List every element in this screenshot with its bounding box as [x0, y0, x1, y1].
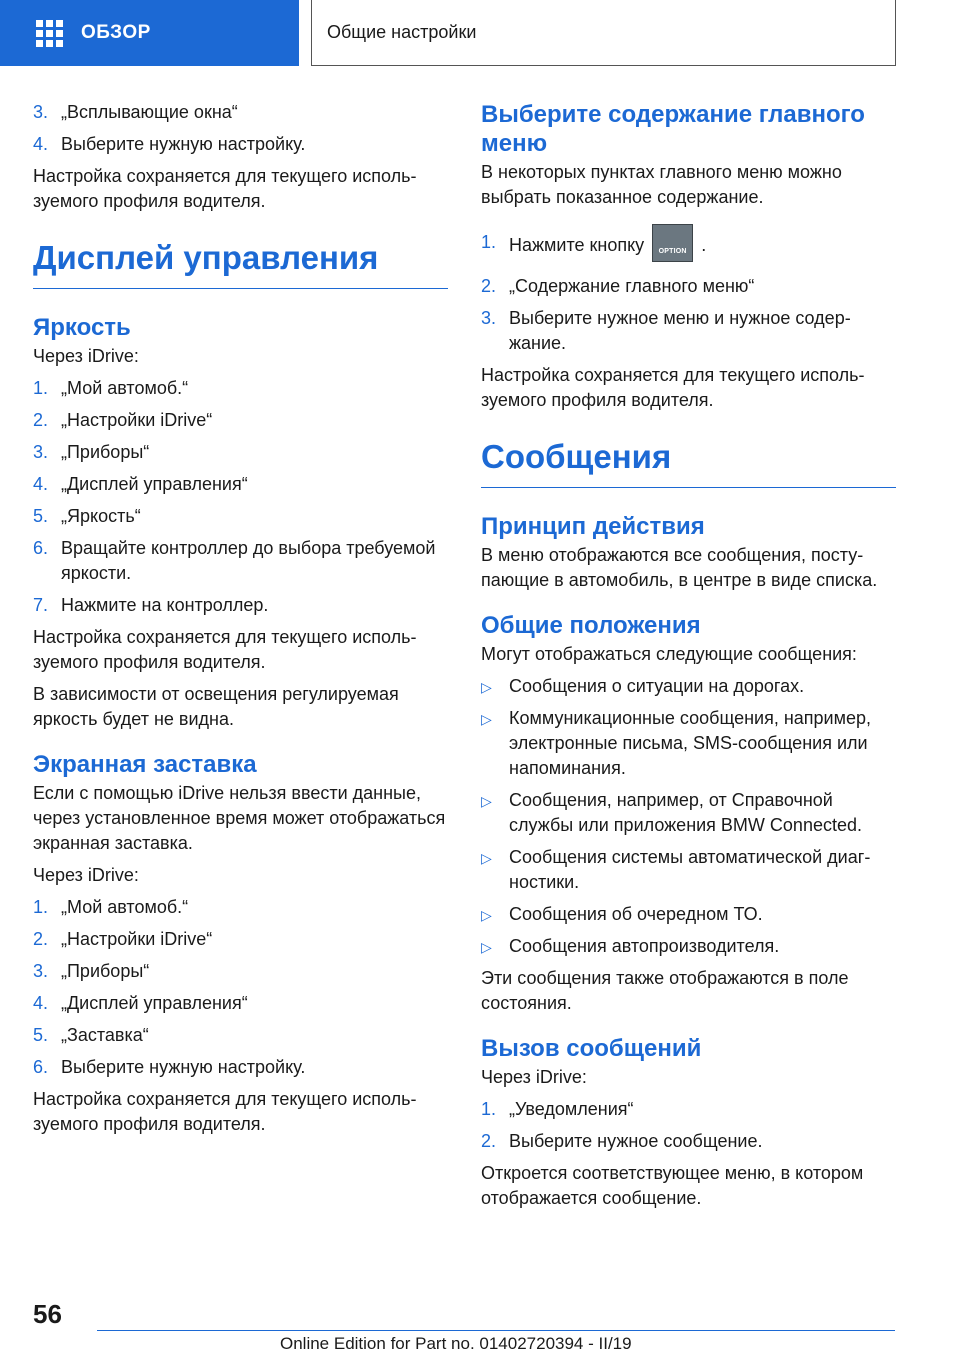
menu-content-note: Настройка сохраняется для текущего используемого профиля водителя. [481, 365, 865, 410]
list-item: 3. „Приборы“ [33, 961, 150, 981]
list-item: ▷ Сообщения автопроизводителя. [481, 934, 896, 959]
list-item: 4. „Дисплей управления“ [33, 474, 248, 494]
list-item: ▷ Сообщения, например, от Справочной службы или приложения BMW Connected. [481, 790, 862, 835]
list-item: ▷ Сообщения системы автоматической диагностики. [481, 847, 871, 892]
screensaver-desc: Если с помощью iDrive нельзя ввести данные, через установленное время может отображаться экранная заставка. [33, 783, 446, 853]
section-title-display: Дисплей управления [33, 238, 448, 289]
list-item: 1. „Уведомления“ [481, 1099, 634, 1119]
list-item: 2. „Настройки iDrive“ [33, 410, 213, 430]
chapter-title-box [311, 0, 896, 66]
menu-content-desc: В некоторых пунктах главного меню можно выбрать показанное содержание. [481, 162, 842, 207]
triangle-bullet-icon: ▷ [481, 907, 492, 923]
footer-divider [97, 1330, 895, 1331]
brightness-note: Настройка сохраняется для текущего используемого профиля водителя. [33, 627, 417, 672]
screensaver-via: Через iDrive: [33, 865, 139, 885]
list-item: 2. „Содержание главного меню“ [481, 276, 755, 296]
list-item: 3. Выберите нужное меню и нужное содержание. [481, 308, 851, 353]
list-item: ▷ Сообщения об очередном ТО. [481, 902, 896, 927]
page-number: 56 [33, 1299, 62, 1329]
list-item: 4. Выберите нужную настройку. [33, 134, 306, 154]
page-header [0, 0, 960, 66]
general-title: Общие положения [481, 612, 701, 639]
call-messages-title: Вызов сообщений [481, 1035, 702, 1062]
overview-tab-label: ОБЗОР [81, 22, 151, 43]
message-types-list [481, 674, 896, 959]
overview-tab[interactable] [0, 0, 299, 66]
brightness-note-visibility: В зависимости от освещения регулируемая яркость будет не видна. [33, 684, 399, 729]
call-messages-via: Через iDrive: [481, 1067, 587, 1087]
call-messages-steps [481, 1097, 896, 1154]
general-desc: Могут отображаться следующие сообщения: [481, 644, 857, 664]
right-column [481, 100, 896, 1218]
list-item: ▷ Коммуникационные сообщения, например, электронные письма, SMS-сообщения или напоминания. [481, 708, 871, 778]
general-note: Эти сообщения также отображаются в поле состояния. [481, 968, 849, 1013]
list-item: 3. „Всплывающие окна“ [33, 102, 238, 122]
triangle-bullet-icon: ▷ [481, 711, 492, 727]
intro-steps [33, 100, 448, 157]
left-column [33, 100, 448, 1144]
list-item: 1. „Мой автомоб.“ [33, 897, 189, 917]
screensaver-steps [33, 895, 448, 1080]
option-button-icon: OPTION [652, 224, 693, 262]
intro-note: Настройка сохраняется для текущего используемого профиля водителя. [33, 166, 417, 211]
screensaver-title: Экранная заставка [33, 751, 257, 778]
principle-title: Принцип действия [481, 513, 705, 540]
section-title-messages: Сообщения [481, 437, 896, 488]
list-item: 1. „Мой автомоб.“ [33, 378, 189, 398]
triangle-bullet-icon: ▷ [481, 939, 492, 955]
triangle-bullet-icon: ▷ [481, 679, 492, 695]
list-item: ▷ Сообщения о ситуации на дорогах. [481, 674, 896, 699]
menu-content-title: Выберите содержание главного меню [481, 101, 865, 157]
chapter-title: Общие настройки [327, 22, 477, 42]
list-item: 3. „Приборы“ [33, 442, 150, 462]
principle-desc: В меню отображаются все сообщения, поступающие в автомобиль, в центре в виде списка. [481, 545, 878, 590]
list-item: 6. Вращайте контроллер до выбора требуемой яркости. [33, 538, 436, 583]
list-item: 5. „Яркость“ [33, 506, 141, 526]
screensaver-note: Настройка сохраняется для текущего используемого профиля водителя. [33, 1089, 417, 1134]
brightness-title: Яркость [33, 314, 131, 341]
grid-icon [36, 20, 63, 47]
list-item: 5. „Заставка“ [33, 1025, 149, 1045]
list-item: 2. „Настройки iDrive“ [33, 929, 213, 949]
list-item: 4. „Дисплей управления“ [33, 993, 248, 1013]
call-messages-note: Откроется соответствующее меню, в котором отображается сообщение. [481, 1163, 864, 1208]
menu-content-steps [481, 230, 896, 356]
list-item: 6. Выберите нужную настройку. [33, 1057, 306, 1077]
edition-footer: Online Edition for Part no. 01402720394 - II/19 [280, 1334, 632, 1353]
brightness-via: Через iDrive: [33, 346, 139, 366]
triangle-bullet-icon: ▷ [481, 850, 492, 866]
list-item: 2. Выберите нужное сообщение. [481, 1131, 763, 1151]
triangle-bullet-icon: ▷ [481, 793, 492, 809]
brightness-steps [33, 376, 448, 618]
list-item: 7. Нажмите на контроллер. [33, 595, 269, 615]
list-item: 1. Нажмите кнопку OPTION . [481, 230, 896, 262]
